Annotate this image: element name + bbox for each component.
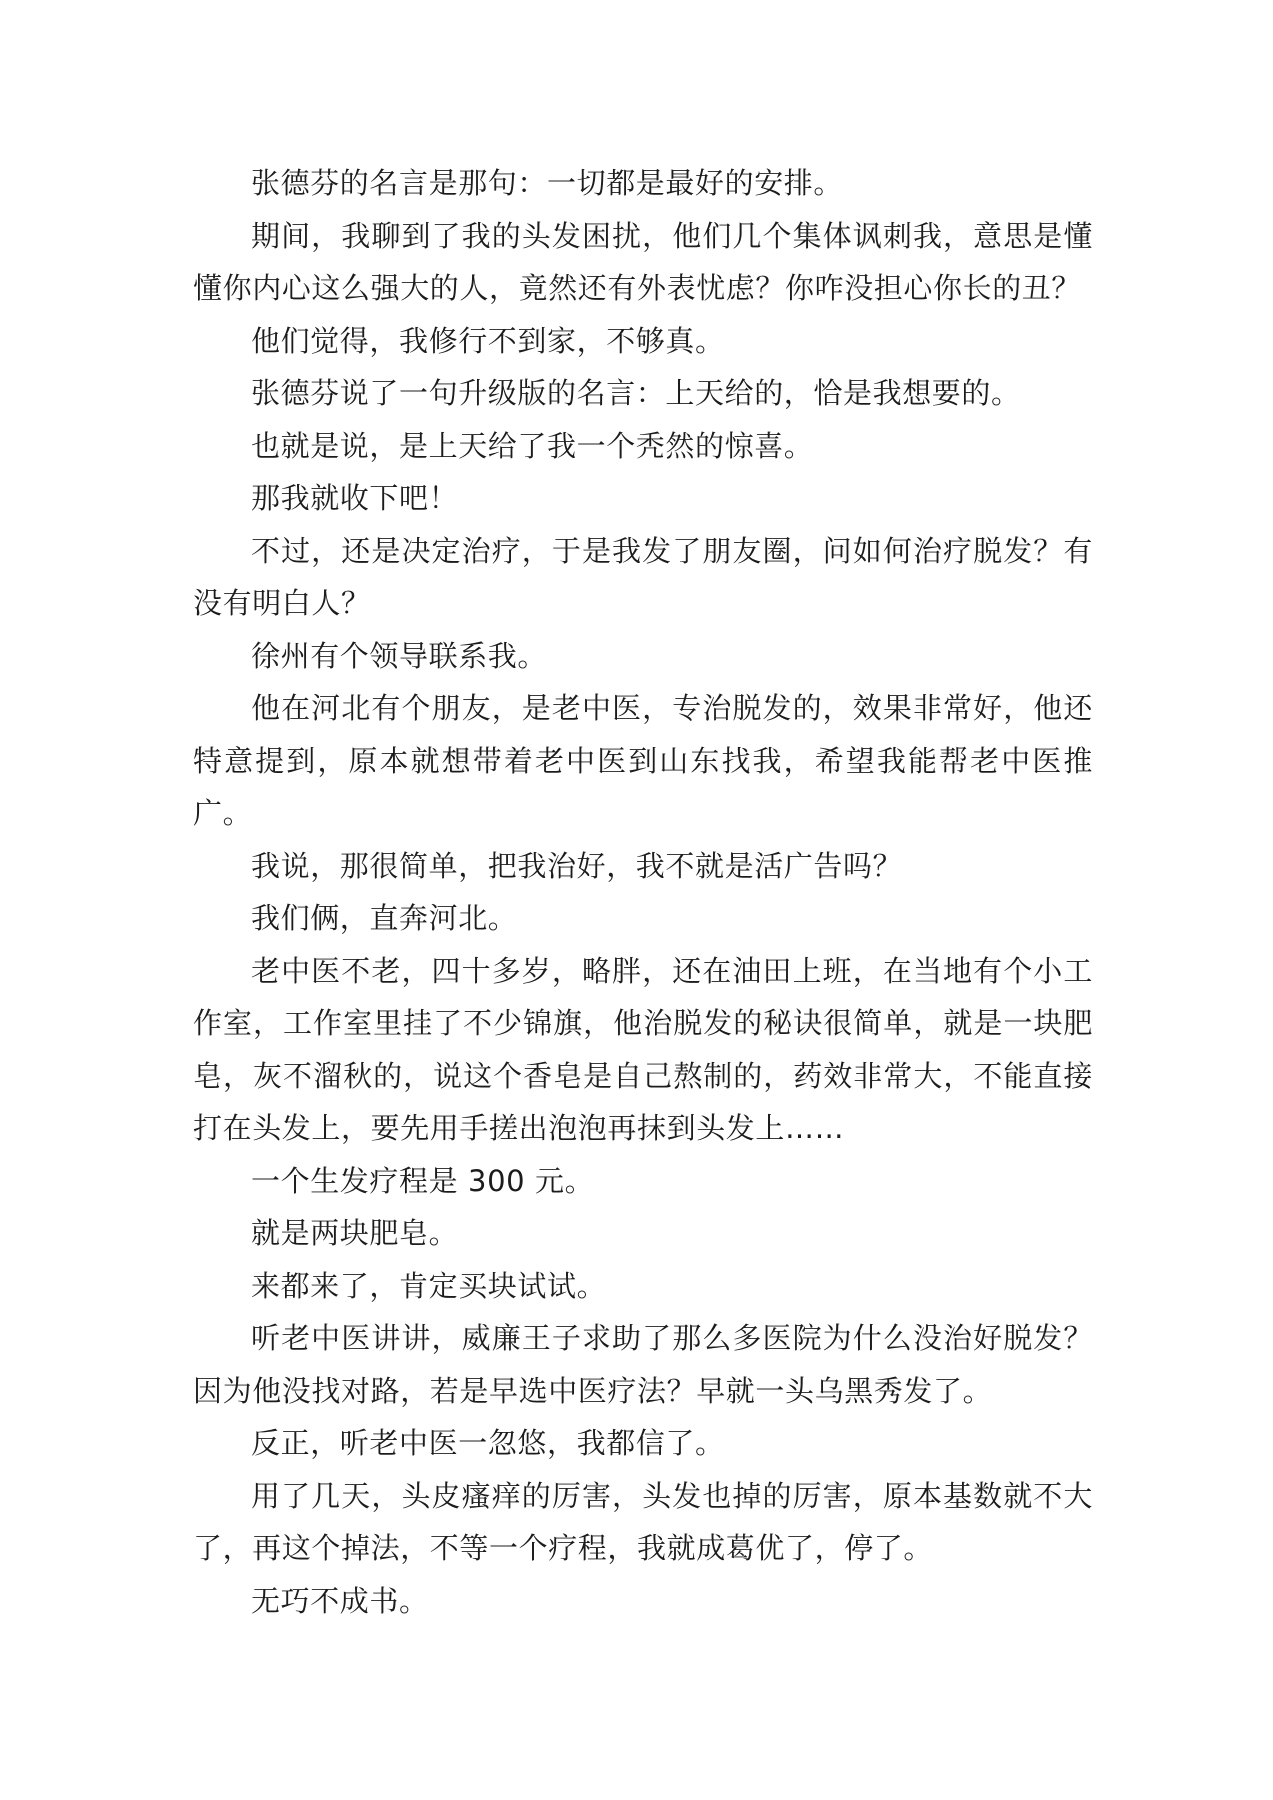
- paragraph: 用了几天，头皮瘙痒的厉害，头发也掉的厉害，原本基数就不大了，再这个掉法，不等一个疗程，我就成葛优了，停了。: [193, 1478, 1093, 1565]
- paragraph: 反正，听老中医一忽悠，我都信了。: [251, 1426, 725, 1460]
- paragraph: 听老中医讲讲，威廉王子求助了那么多医院为什么没治好脱发？因为他没找对路，若是早选中医疗法？早就一头乌黑秀发了。: [193, 1321, 1093, 1408]
- paragraph: 张德芬说了一句升级版的名言：上天给的，恰是我想要的。: [251, 376, 1021, 410]
- paragraph: 我们俩，直奔河北。: [251, 901, 518, 935]
- paragraph: 不过，还是决定治疗，于是我发了朋友圈，问如何治疗脱发？有没有明白人？: [193, 533, 1093, 620]
- paragraph: 一个生发疗程是 300 元。: [251, 1163, 595, 1198]
- paragraph: 徐州有个领导联系我。: [251, 638, 548, 673]
- paragraph: 他们觉得，我修行不到家，不够真。: [251, 323, 725, 358]
- paragraph: 无巧不成书。: [251, 1583, 429, 1618]
- paragraph: 张德芬的名言是那句：一切都是最好的安排。: [251, 166, 844, 200]
- paragraph: 老中医不老，四十多岁，略胖，还在油田上班，在当地有个小工作室，工作室里挂了不少锦旗，他治脱发的秘诀很简单，就是一块肥皂，灰不溜秋的，说这个香皂是自己熬制的，药效非常大，不能直接打在头发上，要先用手搓出泡泡再抹到头发上……: [193, 953, 1093, 1145]
- paragraph: 我说，那很简单，把我治好，我不就是活广告吗？: [251, 848, 903, 883]
- paragraph: 就是两块肥皂。: [251, 1216, 459, 1250]
- paragraph: 也就是说，是上天给了我一个秃然的惊喜。: [251, 428, 814, 463]
- paragraph: 那我就收下吧！: [251, 481, 459, 515]
- document-page: [193, 157, 1093, 1627]
- paragraph: 来都来了，肯定买块试试。: [251, 1268, 607, 1303]
- paragraph: 期间，我聊到了我的头发困扰，他们几个集体讽刺我，意思是懂懂你内心这么强大的人，竟然还有外表忧虑？你咋没担心你长的丑？: [193, 218, 1093, 305]
- paragraph: 他在河北有个朋友，是老中医，专治脱发的，效果非常好，他还特意提到，原本就想带着老中医到山东找我，希望我能帮老中医推广。: [193, 691, 1093, 830]
